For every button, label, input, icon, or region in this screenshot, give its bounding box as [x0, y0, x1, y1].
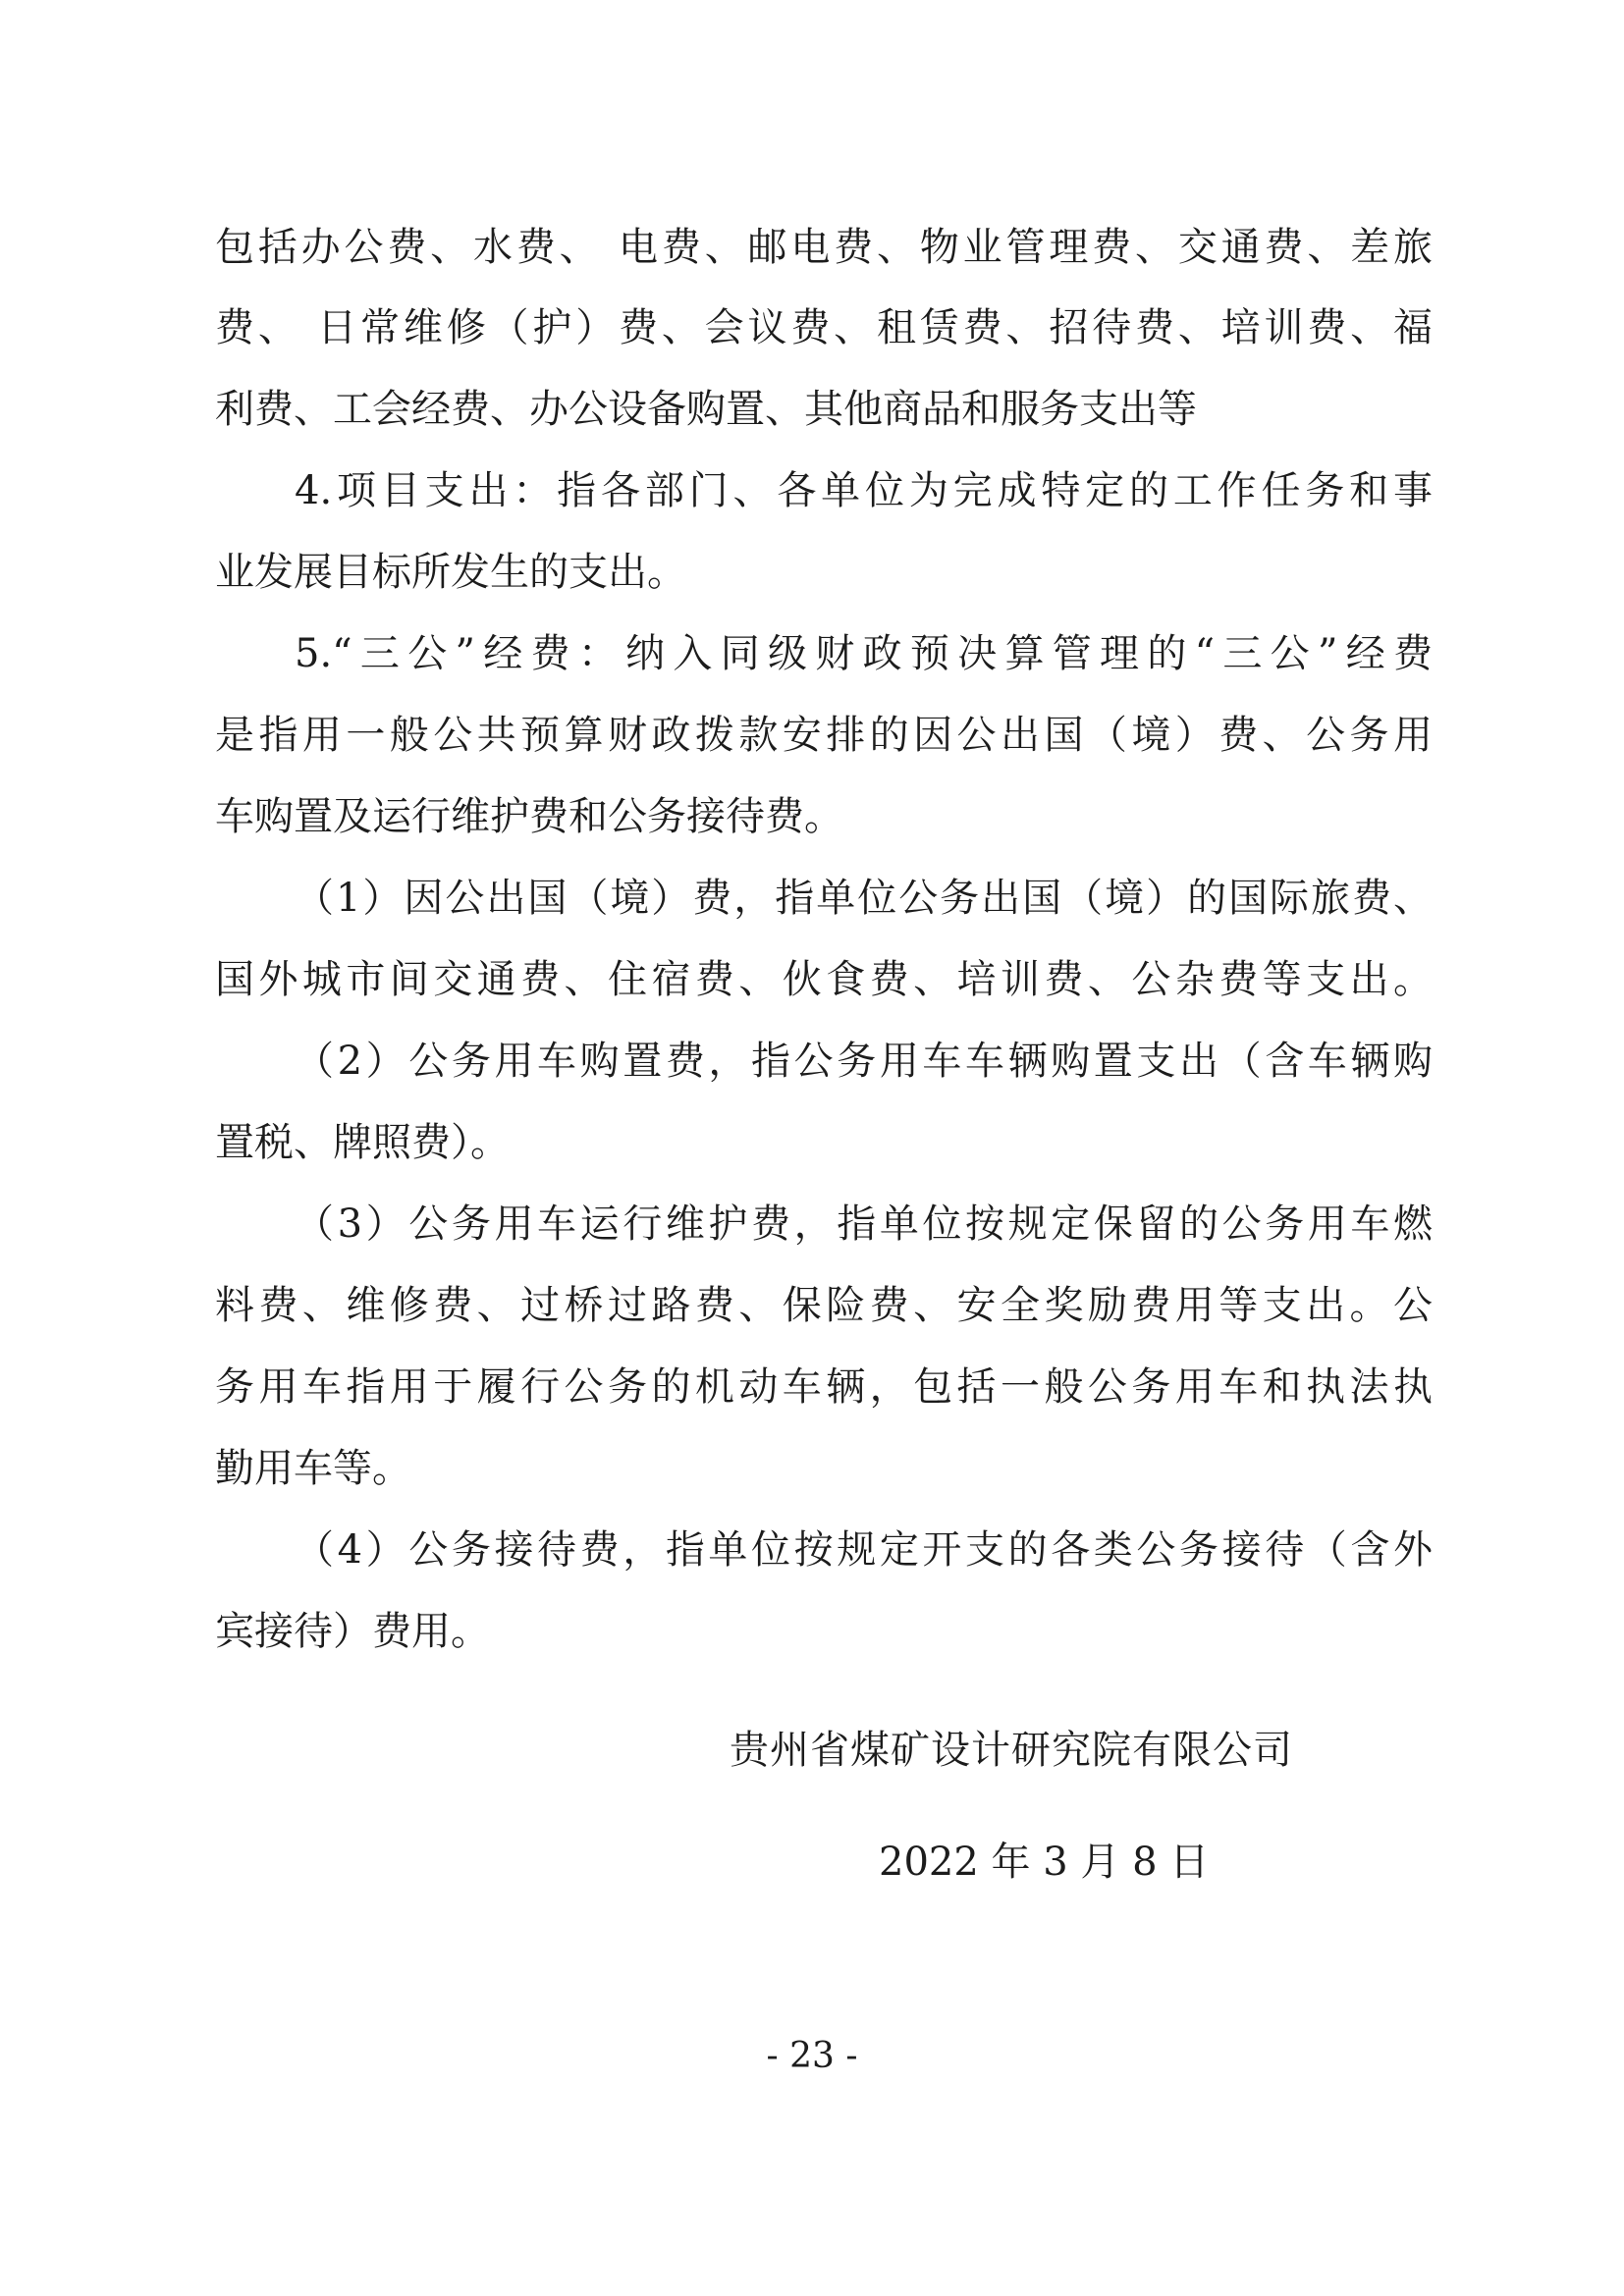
signature-date: 2022 年 3 月 8 日	[879, 1840, 1210, 1885]
body-line-2: 费、 日常维修（护）费、会议费、租赁费、招待费、培训费、福	[215, 305, 1433, 350]
body-line-10: 国外城市间交通费、住宿费、伙食费、培训费、公杂费等支出。	[215, 957, 1433, 1002]
body-line-11: （2）公务用车购置费，指公务用车车辆购置支出（含车辆购	[295, 1039, 1433, 1084]
body-line-17: （4）公务接待费，指单位按规定开支的各类公务接待（含外	[295, 1527, 1433, 1573]
body-line-5: 业发展目标所发生的支出。	[215, 550, 686, 595]
body-line-1: 包括办公费、水费、 电费、邮电费、物业管理费、交通费、差旅	[215, 225, 1433, 270]
body-line-4: 4.项目支出：指各部门、各单位为完成特定的工作任务和事	[295, 468, 1433, 513]
body-line-8: 车购置及运行维护费和公务接待费。	[215, 794, 843, 839]
signature-organization: 贵州省煤矿设计研究院有限公司	[730, 1728, 1293, 1773]
body-line-14: 料费、维修费、过桥过路费、保险费、安全奖励费用等支出。公	[215, 1283, 1433, 1328]
body-line-3: 利费、工会经费、办公设备购置、其他商品和服务支出等	[215, 387, 1197, 432]
body-line-13: （3）公务用车运行维护费，指单位按规定保留的公务用车燃	[295, 1201, 1433, 1247]
body-line-15: 务用车指用于履行公务的机动车辆，包括一般公务用车和执法执	[215, 1364, 1433, 1410]
body-line-9: （1）因公出国（境）费，指单位公务出国（境）的国际旅费、	[295, 876, 1433, 921]
body-line-6: 5.“三公”经费：纳入同级财政预决算管理的“三公”经费	[295, 631, 1433, 676]
body-line-7: 是指用一般公共预算财政拨款安排的因公出国（境）费、公务用	[215, 713, 1433, 758]
body-line-18: 宾接待）费用。	[215, 1609, 490, 1654]
page-number: - 23 -	[766, 2036, 858, 2076]
body-line-16: 勤用车等。	[215, 1446, 411, 1491]
body-line-12: 置税、牌照费）。	[215, 1120, 510, 1165]
